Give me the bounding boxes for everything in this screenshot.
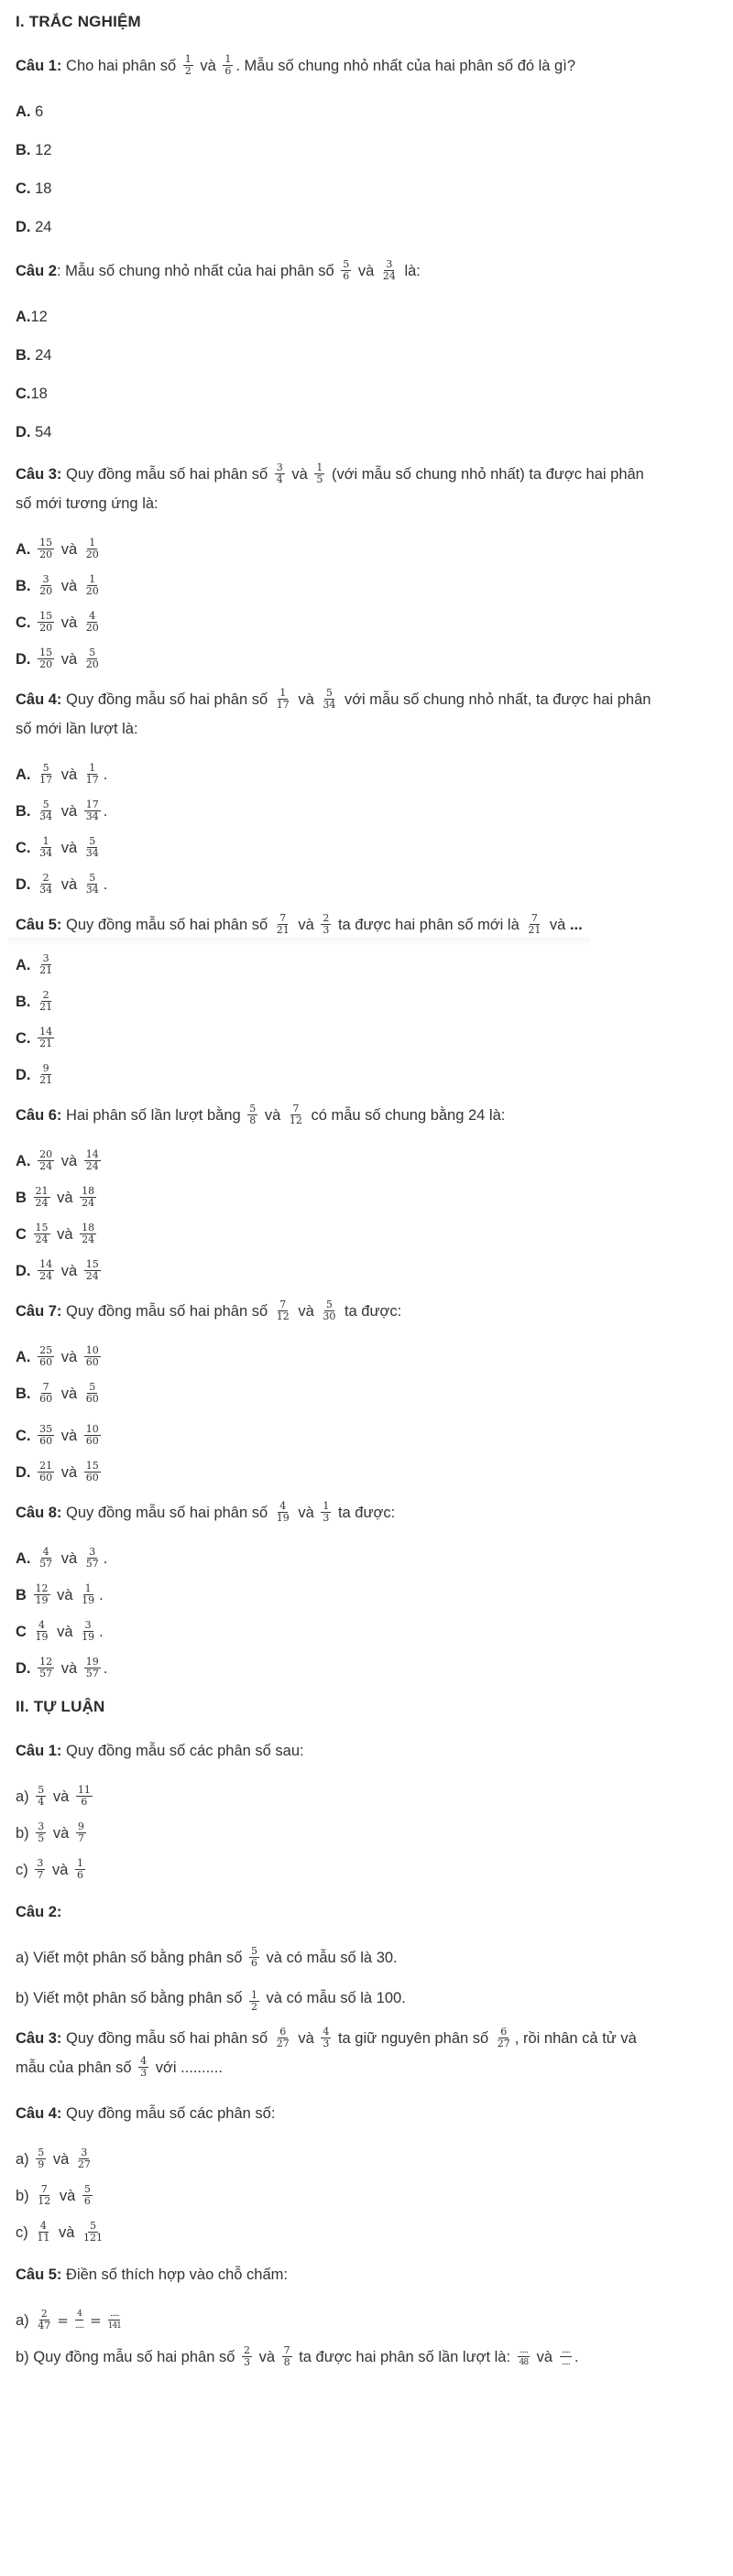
- option-d[interactable]: D. $\frac{2}{34}$ và $\frac{5}{34}$ .: [16, 872, 108, 897]
- option-b[interactable]: B. 12: [16, 142, 52, 158]
- essay-item-c: c) $\frac{3}{7}$ và $\frac{1}{6}$: [16, 1857, 83, 1882]
- essay-question-5: Câu 5: Điền số thích hợp vào chỗ chấm:: [16, 2266, 288, 2283]
- question-label: Câu 1:: [16, 58, 62, 74]
- fraction: $\frac{7}{21}$: [276, 912, 290, 937]
- section-title-multiple-choice: I. TRẮC NGHIỆM: [16, 13, 141, 30]
- fraction: $\frac{7}{21}$: [528, 912, 542, 937]
- option-d[interactable]: D. $\frac{14}{24}$ và $\frac{15}{24}$: [16, 1258, 99, 1283]
- essay-question-4: Câu 4: Quy đồng mẫu số các phân số:: [16, 2105, 276, 2122]
- option-b[interactable]: B. 24: [16, 347, 52, 364]
- question-6: Câu 6: Hai phân số lần lượt bằng $\frac{5}{8}$ và $\frac{7}{12}$ có mẫu số chung bằng 24 là:: [16, 1103, 506, 1127]
- essay-item-a: a) $\frac{5}{4}$ và $\frac{11}{6}$: [16, 1784, 91, 1809]
- essay-question-1: Câu 1: Quy đồng mẫu số các phân số sau:: [16, 1743, 304, 1759]
- question-7: Câu 7: Quy đồng mẫu số hai phân số $\frac{7}{12}$ và $\frac{5}{30}$ ta được:: [16, 1299, 402, 1323]
- option-c[interactable]: C $\frac{15}{24}$ và $\frac{18}{24}$: [16, 1222, 95, 1246]
- option-c[interactable]: C. $\frac{35}{60}$ và $\frac{10}{60}$: [16, 1423, 99, 1448]
- option-c[interactable]: C. 18: [16, 180, 52, 197]
- essay-question-2: Câu 2:: [16, 1904, 62, 1920]
- option-c[interactable]: C. $\frac{14}{21}$: [16, 1026, 53, 1050]
- option-a[interactable]: A. $\frac{15}{20}$ và $\frac{1}{20}$: [16, 537, 99, 561]
- option-d[interactable]: D. 24: [16, 219, 52, 235]
- essay-item-c: c) $\frac{4}{11}$ và $\frac{5}{121}$: [16, 2220, 103, 2244]
- option-d[interactable]: D. 54: [16, 424, 52, 440]
- option-a[interactable]: A. $\frac{3}{21}$: [16, 952, 53, 977]
- essay-item-a: a) $\frac{5}{9}$ và $\frac{3}{27}$: [16, 2147, 91, 2171]
- essay-question-2a: a) Viết một phân số bằng phân số $\frac{5}{6}$ và có mẫu số là 30.: [16, 1945, 398, 1970]
- essay-item-b: b) $\frac{7}{12}$ và $\frac{5}{6}$: [16, 2183, 91, 2208]
- option-a[interactable]: A. $\frac{25}{60}$ và $\frac{10}{60}$: [16, 1344, 99, 1369]
- essay-question-2b: b) Viết một phân số bằng phân số $\frac{1}{2}$ và có mẫu số là 100.: [16, 1988, 406, 2013]
- option-a[interactable]: A. $\frac{5}{17}$ và $\frac{1}{17}$ .: [16, 762, 108, 787]
- option-c[interactable]: C. $\frac{15}{20}$ và $\frac{4}{20}$: [16, 610, 99, 635]
- option-a[interactable]: A. $\frac{4}{57}$ và $\frac{3}{57}$ .: [16, 1546, 108, 1571]
- fraction: $\frac{4}{19}$: [276, 1500, 290, 1525]
- fill-in-item-a[interactable]: a) $\frac{2}{47}$ = $\frac{4}{.....}$ = $\frac{.....}{141}$: [16, 2308, 121, 2332]
- fraction: $\frac{3}{24}$: [382, 258, 396, 283]
- option-b[interactable]: B $\frac{21}{24}$ và $\frac{18}{24}$: [16, 1185, 95, 1210]
- fraction: $\frac{1}{2}$: [184, 53, 191, 78]
- section-title-essay: II. TỰ LUẬN: [16, 1698, 105, 1715]
- fill-in-item-b[interactable]: b) Quy đồng mẫu số hai phân số $\frac{2}{3}$ và $\frac{7}{8}$ ta được hai phân số lần lượt là: $\frac{.....}{48}$ và $\frac{.....}{.....}$ .: [16, 2344, 579, 2369]
- option-b[interactable]: B. $\frac{3}{20}$ và $\frac{1}{20}$: [16, 573, 99, 598]
- option-c[interactable]: C. $\frac{1}{34}$ và $\frac{5}{34}$: [16, 835, 99, 860]
- option-b[interactable]: B. $\frac{7}{60}$ và $\frac{5}{60}$: [16, 1381, 99, 1406]
- question-2: Câu 2: Mẫu số chung nhỏ nhất của hai phân số $\frac{5}{6}$ và $\frac{3}{24}$ là:: [16, 258, 421, 283]
- question-1: Câu 1: Cho hai phân số $\frac{1}{2}$ và $\frac{1}{6}$ . Mẫu số chung nhỏ nhất của hai phân số đó là gì?: [16, 53, 575, 78]
- question-5: Câu 5: Quy đồng mẫu số hai phân số $\frac{7}{21}$ và $\frac{2}{3}$ ta được hai phân số mới là $\frac{7}{21}$ và ...: [16, 912, 583, 937]
- option-c[interactable]: C $\frac{4}{19}$ và $\frac{3}{19}$ .: [16, 1619, 104, 1644]
- option-a[interactable]: A. 6: [16, 103, 44, 120]
- essay-question-3: Câu 3: Quy đồng mẫu số hai phân số $\frac{6}{27}$ và $\frac{4}{3}$ ta giữ nguyên phân số $\frac{6}{27}$ , rồi nhân cả tử và mẫu của phân số $\frac{4}{3}$ với ..........: [16, 2026, 637, 2080]
- fraction: $\frac{5}{34}$: [323, 687, 336, 712]
- option-d[interactable]: D. $\frac{9}{21}$: [16, 1062, 53, 1087]
- fraction: $\frac{5}{6}$: [343, 258, 350, 283]
- option-a[interactable]: A.12: [16, 309, 48, 325]
- fraction: $\frac{1}{6}$: [224, 53, 232, 78]
- option-c[interactable]: C.18: [16, 386, 48, 402]
- fraction: $\frac{3}{4}$: [276, 462, 283, 486]
- fraction: $\frac{2}{3}$: [323, 912, 330, 937]
- option-d[interactable]: D. $\frac{12}{57}$ và $\frac{19}{57}$ .: [16, 1656, 108, 1680]
- fraction: $\frac{7}{12}$: [276, 1299, 290, 1323]
- question-4: Câu 4: Quy đồng mẫu số hai phân số $\frac{1}{17}$ và $\frac{5}{34}$ với mẫu số chung nhỏ nhất, ta được hai phân số mới lần lượt là:: [16, 687, 651, 737]
- question-3: Câu 3: Quy đồng mẫu số hai phân số $\frac{3}{4}$ và $\frac{1}{5}$ (với mẫu số chung nhỏ nhất) ta được hai phân số mới tương ứng là:: [16, 462, 644, 512]
- option-d[interactable]: D. $\frac{15}{20}$ và $\frac{5}{20}$: [16, 647, 99, 671]
- option-b[interactable]: B $\frac{12}{19}$ và $\frac{1}{19}$ .: [16, 1582, 104, 1607]
- option-d[interactable]: D. $\frac{21}{60}$ và $\frac{15}{60}$: [16, 1460, 99, 1484]
- fraction: $\frac{7}{12}$: [289, 1103, 302, 1127]
- fraction: $\frac{5}{8}$: [249, 1103, 257, 1127]
- fraction: $\frac{1}{17}$: [276, 687, 290, 712]
- option-b[interactable]: B. $\frac{2}{21}$: [16, 989, 53, 1014]
- fraction: $\frac{5}{30}$: [323, 1299, 336, 1323]
- essay-item-b: b) $\frac{3}{5}$ và $\frac{9}{7}$: [16, 1821, 84, 1845]
- question-8: Câu 8: Quy đồng mẫu số hai phân số $\frac{4}{19}$ và $\frac{1}{3}$ ta được:: [16, 1500, 396, 1525]
- fraction: $\frac{1}{3}$: [323, 1500, 330, 1525]
- option-b[interactable]: B. $\frac{5}{34}$ và $\frac{17}{34}$ .: [16, 799, 108, 823]
- option-a[interactable]: A. $\frac{20}{24}$ và $\frac{14}{24}$: [16, 1148, 99, 1173]
- fraction: $\frac{1}{5}$: [316, 462, 323, 486]
